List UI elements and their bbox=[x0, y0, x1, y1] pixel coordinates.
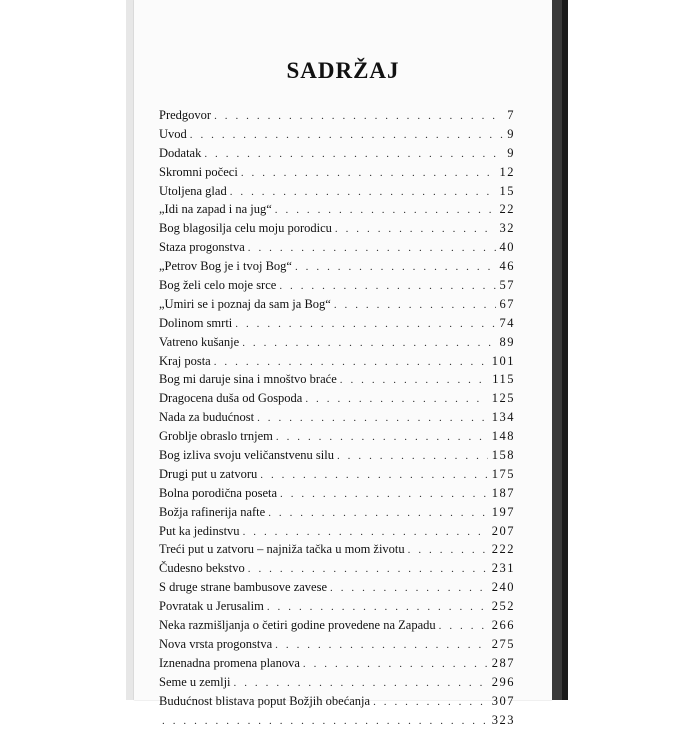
toc-entry bbox=[159, 637, 515, 656]
toc-entry-page: 266 bbox=[488, 618, 515, 633]
toc-entry bbox=[159, 675, 515, 694]
toc-entry-page: 275 bbox=[488, 637, 515, 652]
toc-entry-title: Bog mi daruje sina i mnoštvo braće bbox=[159, 372, 340, 387]
toc-entry-page: 9 bbox=[503, 127, 515, 142]
toc-entry-title: Utoljena glad bbox=[159, 184, 230, 199]
toc-dot-leader bbox=[234, 677, 488, 689]
toc-entry-title: Dolinom smrti bbox=[159, 316, 235, 331]
toc-entry bbox=[159, 278, 515, 297]
toc-entry bbox=[159, 656, 515, 675]
toc-entry bbox=[159, 524, 515, 543]
toc-entry-title: Skromni počeci bbox=[159, 165, 241, 180]
toc-entry-title: Dragocena duša od Gospoda bbox=[159, 391, 305, 406]
toc-entry bbox=[159, 372, 515, 391]
toc-dot-leader bbox=[162, 715, 488, 727]
toc-dot-leader bbox=[279, 280, 495, 292]
toc-entry-title: „Idi na zapad i na jug“ bbox=[159, 202, 275, 217]
toc-entry bbox=[159, 127, 515, 146]
toc-entry-page: 197 bbox=[488, 505, 515, 520]
toc-dot-leader bbox=[243, 526, 488, 538]
toc-entry-page: 40 bbox=[496, 240, 516, 255]
toc-dot-leader bbox=[295, 261, 496, 273]
toc-entry-title: Kraj posta bbox=[159, 354, 214, 369]
toc-entry-page: 7 bbox=[503, 108, 515, 123]
toc-entry-title: Uvod bbox=[159, 127, 190, 142]
toc-entry bbox=[159, 410, 515, 429]
toc-dot-leader bbox=[260, 469, 488, 481]
toc-entry-title: „Petrov Bog je i tvoj Bog“ bbox=[159, 259, 295, 274]
toc-dot-leader bbox=[267, 601, 488, 613]
toc-entry bbox=[159, 486, 515, 505]
toc-entry-title: Bog izliva svoju veličanstvenu silu bbox=[159, 448, 337, 463]
toc-entry-title: Drugi put u zatvoru bbox=[159, 467, 260, 482]
page-gutter bbox=[552, 0, 562, 700]
toc-entry bbox=[159, 165, 515, 184]
toc-dot-leader bbox=[340, 374, 488, 386]
toc-entry bbox=[159, 580, 515, 599]
toc-entry-title: Bog blagosilja celu moju porodicu bbox=[159, 221, 335, 236]
toc-entry bbox=[159, 618, 515, 637]
toc-entry-page: 46 bbox=[496, 259, 516, 274]
toc-entry-page: 101 bbox=[488, 354, 515, 369]
toc-entry-page: 240 bbox=[488, 580, 515, 595]
toc-entry bbox=[159, 542, 515, 561]
toc-dot-leader bbox=[439, 620, 488, 632]
toc-dot-leader bbox=[280, 488, 488, 500]
toc-dot-leader bbox=[335, 223, 496, 235]
toc-entry-title: Seme u zemlji bbox=[159, 675, 234, 690]
toc-entry-page: 323 bbox=[488, 713, 515, 728]
toc-entry-page: 134 bbox=[488, 410, 515, 425]
toc-entry-title: Bolna porodična poseta bbox=[159, 486, 280, 501]
toc-dot-leader bbox=[373, 696, 488, 708]
toc-entry-title: „Umiri se i poznaj da sam ja Bog“ bbox=[159, 297, 334, 312]
page-title: SADRŽAJ bbox=[134, 58, 552, 84]
toc-entry-page: 89 bbox=[496, 335, 516, 350]
toc-dot-leader bbox=[248, 242, 496, 254]
toc-dot-leader bbox=[268, 507, 488, 519]
toc-dot-leader bbox=[242, 337, 495, 349]
toc-dot-leader bbox=[248, 563, 488, 575]
table-of-contents bbox=[159, 108, 515, 731]
page-gutter-shadow bbox=[562, 0, 568, 700]
toc-entry-title: Dodatak bbox=[159, 146, 204, 161]
toc-entry bbox=[159, 335, 515, 354]
toc-entry bbox=[159, 146, 515, 165]
toc-entry-title: Predgovor bbox=[159, 108, 214, 123]
toc-dot-leader bbox=[257, 412, 488, 424]
toc-entry-page: 115 bbox=[488, 372, 515, 387]
toc-entry-page: 158 bbox=[488, 448, 515, 463]
toc-entry bbox=[159, 221, 515, 240]
toc-dot-leader bbox=[275, 204, 496, 216]
toc-dot-leader bbox=[241, 167, 496, 179]
toc-dot-leader bbox=[204, 148, 503, 160]
toc-entry-page: 74 bbox=[496, 316, 516, 331]
toc-entry-page: 187 bbox=[488, 486, 515, 501]
toc-entry-title: Bog želi celo moje srce bbox=[159, 278, 279, 293]
toc-entry-title: Groblje obraslo trnjem bbox=[159, 429, 276, 444]
toc-entry-page: 175 bbox=[488, 467, 515, 482]
toc-entry-page: 231 bbox=[488, 561, 515, 576]
toc-dot-leader bbox=[408, 544, 488, 556]
toc-dot-leader bbox=[334, 299, 496, 311]
toc-entry-page: 67 bbox=[496, 297, 516, 312]
toc-entry bbox=[159, 354, 515, 373]
toc-dot-leader bbox=[337, 450, 488, 462]
toc-entry bbox=[159, 184, 515, 203]
toc-entry bbox=[159, 599, 515, 618]
toc-entry-page: 9 bbox=[503, 146, 515, 161]
toc-entry-page: 296 bbox=[488, 675, 515, 690]
toc-entry-page: 125 bbox=[488, 391, 515, 406]
toc-entry bbox=[159, 505, 515, 524]
toc-entry-title: Vatreno kušanje bbox=[159, 335, 242, 350]
toc-dot-leader bbox=[303, 658, 488, 670]
toc-entry-title: Put ka jedinstvu bbox=[159, 524, 243, 539]
toc-entry bbox=[159, 448, 515, 467]
toc-entry-title: S druge strane bambusove zavese bbox=[159, 580, 330, 595]
toc-entry-page: 252 bbox=[488, 599, 515, 614]
toc-dot-leader bbox=[276, 431, 488, 443]
toc-dot-leader bbox=[214, 356, 488, 368]
toc-dot-leader bbox=[305, 393, 487, 405]
toc-entry bbox=[159, 316, 515, 335]
toc-entry-page: 22 bbox=[496, 202, 516, 217]
toc-entry-title: Povratak u Jerusalim bbox=[159, 599, 267, 614]
toc-entry-title: Treći put u zatvoru – najniža tačka u mom životu bbox=[159, 542, 408, 557]
toc-entry-page: 57 bbox=[496, 278, 516, 293]
toc-entry-title: Budućnost blistava poput Božjih obećanja bbox=[159, 694, 373, 709]
toc-entry-title: Božja rafinerija nafte bbox=[159, 505, 268, 520]
toc-entry-page: 148 bbox=[488, 429, 515, 444]
toc-entry-title: Čudesno bekstvo bbox=[159, 561, 248, 576]
toc-entry bbox=[159, 240, 515, 259]
toc-dot-leader bbox=[214, 110, 503, 122]
toc-dot-leader bbox=[190, 129, 503, 141]
toc-dot-leader bbox=[230, 186, 496, 198]
toc-entry-page: 287 bbox=[488, 656, 515, 671]
toc-entry-title: Nova vrsta progonstva bbox=[159, 637, 275, 652]
toc-entry bbox=[159, 467, 515, 486]
toc-dot-leader bbox=[235, 318, 495, 330]
toc-entry bbox=[159, 108, 515, 127]
toc-entry bbox=[159, 202, 515, 221]
toc-entry bbox=[159, 391, 515, 410]
toc-entry bbox=[159, 297, 515, 316]
toc-entry-page: 32 bbox=[496, 221, 516, 236]
toc-entry bbox=[159, 713, 515, 731]
toc-entry-page: 15 bbox=[496, 184, 516, 199]
toc-entry-title: Staza progonstva bbox=[159, 240, 248, 255]
toc-entry bbox=[159, 429, 515, 448]
toc-dot-leader bbox=[330, 582, 488, 594]
toc-entry-page: 307 bbox=[488, 694, 515, 709]
toc-entry-title: Neka razmišljanja o četiri godine provedene na Zapadu bbox=[159, 618, 439, 633]
toc-entry-page: 207 bbox=[488, 524, 515, 539]
toc-entry bbox=[159, 259, 515, 278]
toc-entry-page: 222 bbox=[488, 542, 515, 557]
toc-entry bbox=[159, 694, 515, 713]
toc-entry-title: Nada za budućnost bbox=[159, 410, 257, 425]
toc-entry-page: 12 bbox=[496, 165, 516, 180]
toc-dot-leader bbox=[275, 639, 488, 651]
toc-entry-title: Iznenadna promena planova bbox=[159, 656, 303, 671]
toc-entry bbox=[159, 561, 515, 580]
